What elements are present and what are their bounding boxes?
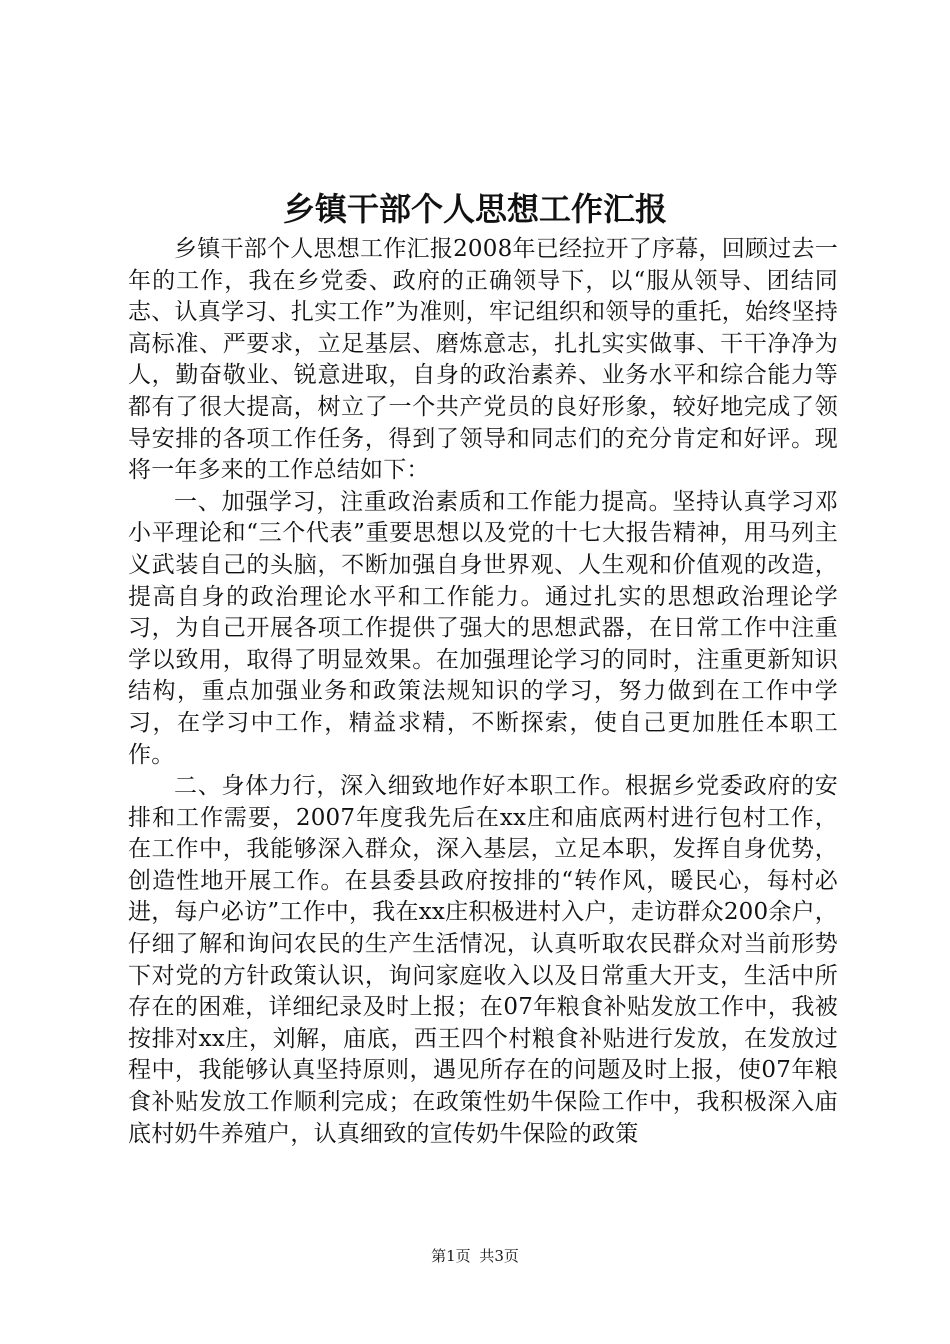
- paragraph-section-2: 二、身体力行，深入细致地作好本职工作。根据乡党委政府的安排和工作需要，2007年度我先后在xx庄和庙底两村进行包村工作，在工作中，我能够深入群众，深入基层，立足本职，发挥自身优势，创造性地开展工作。在县委县政府按排的“转作风，暖民心，每村必进，每户必访”工作中，我在xx庄积极进村入户，走访群众200余户，仔细了解和询问农民的生产生活情况，认真听取农民群众对当前形势下对党的方针政策认识，询问家庭收入以及日常重大开支，生活中所存在的困难，详细纪录及时上报；在07年粮食补贴发放工作中，我被按排对xx庄，刘解，庙底，西王四个村粮食补贴进行发放，在发放过程中，我能够认真坚持原则，遇见所存在的问题及时上报，使07年粮食补贴发放工作顺利完成；在政策性奶牛保险工作中，我积极深入庙底村奶牛养殖户，认真细致的宣传奶牛保险的政策: [128, 773, 838, 1147]
- paragraph-section-1: 一、加强学习，注重政治素质和工作能力提高。坚持认真学习邓小平理论和“三个代表”重要思想以及党的十七大报告精神，用马列主义武装自己的头脑，不断加强自身世界观、人生观和价值观的改造，提高自身的政治理论水平和工作能力。通过扎实的思想政治理论学习，为自己开展各项工作提供了强大的思想武器，在日常工作中注重学以致用，取得了明显效果。在加强理论学习的同时，注重更新知识结构，重点加强业务和政策法规知识的学习，努力做到在工作中学习，在学习中工作，精益求精，不断探索，使自己更加胜任本职工作。: [128, 488, 838, 768]
- document-title: 乡镇干部个人思想工作汇报: [282, 190, 667, 228]
- page-total: 共3页: [479, 1247, 519, 1265]
- document-body: [128, 234, 838, 1150]
- page-footer: [0, 1244, 950, 1268]
- paragraph-intro: 乡镇干部个人思想工作汇报2008年已经拉开了序幕，回顾过去一年的工作，我在乡党委、政府的正确领导下，以“服从领导、团结同志、认真学习、扎实工作”为准则，牢记组织和领导的重托，始终坚持高标准、严要求，立足基层、磨炼意志，扎扎实实做事、干干净净为人，勤奋敬业、锐意进取，自身的政治素养、业务水平和综合能力等都有了很大提高，树立了一个共产党员的良好形象，较好地完成了领导安排的各项工作任务，得到了领导和同志们的充分肯定和好评。现将一年多来的工作总结如下：: [128, 236, 838, 484]
- page-number: 第1页: [431, 1247, 471, 1265]
